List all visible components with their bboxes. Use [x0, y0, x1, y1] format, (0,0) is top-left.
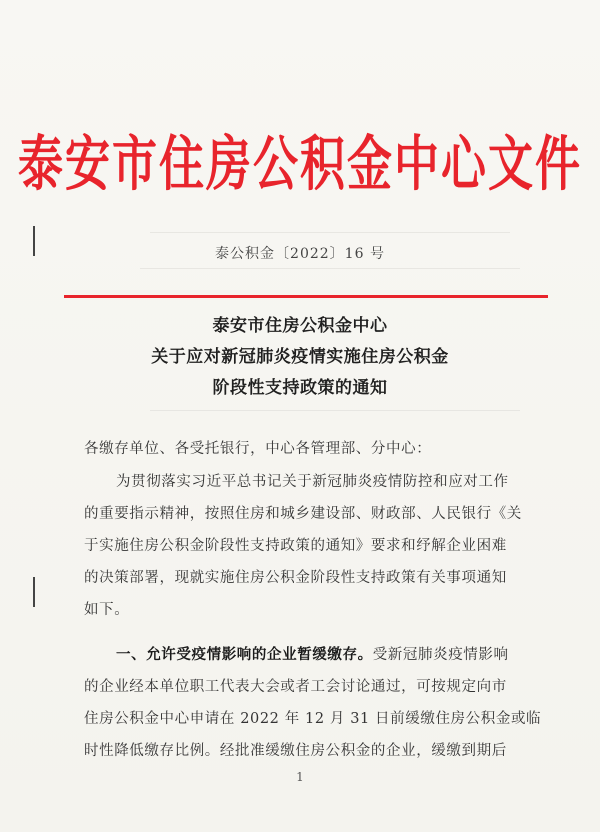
recipients-line: 各缴存单位、各受托银行，中心各管理部、分中心： — [84, 441, 432, 457]
section-text: 受新冠肺炎疫情影响 — [372, 647, 509, 663]
section-heading: 一、允许受疫情影响的企业暂缓缴存。 — [116, 646, 373, 663]
margin-mark — [33, 577, 35, 607]
paragraph-line: 的重要指示精神，按照住房和城乡建设部、财政部、人民银行《关 — [84, 506, 522, 522]
bleed-through-line — [140, 268, 520, 269]
document-number: 泰公积金〔2022〕16 号 — [215, 246, 385, 262]
section-line: 住房公积金中心申请在 2022 年 12 月 31 日前缓缴住房公积金或临 — [84, 711, 542, 727]
section-line: 时性降低缴存比例。经批准缓缴住房公积金的企业，缓缴到期后 — [84, 743, 507, 759]
section-line: 的企业经本单位职工代表大会或者工会讨论通过，可按规定向市 — [84, 679, 507, 695]
paragraph-line: 为贯彻落实习近平总书记关于新冠肺炎疫情防控和应对工作 — [116, 474, 509, 490]
paragraph-line: 如下。 — [84, 602, 130, 618]
paragraph-line: 的决策部署，现就实施住房公积金阶段性支持政策有关事项通知 — [84, 570, 507, 586]
section-first-line — [84, 643, 524, 664]
title-line: 关于应对新冠肺炎疫情实施住房公积金 — [151, 347, 449, 367]
title-line: 泰安市住房公积金中心 — [212, 316, 388, 336]
red-separator-line — [64, 295, 548, 298]
bleed-through-line — [150, 410, 520, 411]
page-number: 1 — [296, 770, 304, 784]
document-masthead: 泰安市住房公积金中心文件 — [17, 129, 582, 200]
paragraph-line: 于实施住房公积金阶段性支持政策的通知》要求和纾解企业困难 — [84, 538, 507, 554]
title-line: 阶段性支持政策的通知 — [212, 378, 388, 398]
bleed-through-line — [150, 232, 510, 233]
